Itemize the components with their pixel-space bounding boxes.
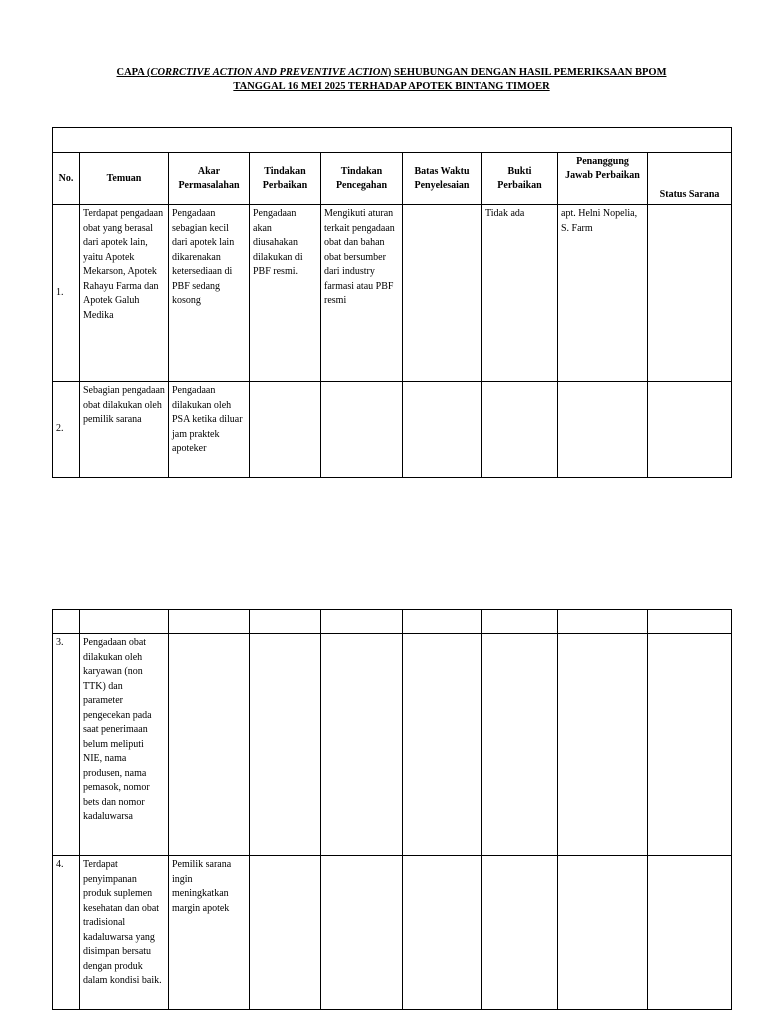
header-penanggung: Penanggung Jawab Perbaikan	[558, 153, 648, 205]
row-tindakan-pencegahan	[321, 856, 403, 1010]
row-status	[648, 205, 732, 382]
header-tindakan-perbaikan: Tindakan Perbaikan	[250, 153, 321, 205]
row-tindakan-perbaikan	[250, 382, 321, 478]
row-penanggung: apt. Helni Nopelia, S. Farm	[558, 205, 648, 382]
row-akar	[169, 634, 250, 856]
row-tindakan-perbaikan: Pengadaan akan diusahakan dilakukan di PBF resmi.	[250, 205, 321, 382]
title-line-2: TANGGAL 16 MEI 2025 TERHADAP APOTEK BINTANG TIMOER	[233, 81, 550, 92]
row-bukti	[482, 634, 558, 856]
row-no: 3.	[53, 634, 80, 856]
blank-cell	[321, 610, 403, 634]
header-tindakan-pencegahan: Tindakan Pencegahan	[321, 153, 403, 205]
header-row	[53, 153, 732, 205]
row-bukti	[482, 382, 558, 478]
table-row	[53, 856, 732, 1010]
blank-cell	[169, 610, 250, 634]
table-row	[53, 634, 732, 856]
row-batas-waktu	[403, 382, 482, 478]
row-tindakan-perbaikan	[250, 856, 321, 1010]
blank-cell	[80, 610, 169, 634]
row-penanggung	[558, 634, 648, 856]
table-row	[53, 205, 732, 382]
row-tindakan-pencegahan	[321, 382, 403, 478]
header-bukti: Bukti Perbaikan	[482, 153, 558, 205]
table-row	[53, 382, 732, 478]
row-batas-waktu	[403, 634, 482, 856]
title-line-1: CAPA (CORRCTIVE ACTION AND PREVENTIVE ACTION) SEHUBUNGAN DENGAN HASIL PEMERIKSAAN BPOM	[116, 67, 667, 78]
row-batas-waktu	[403, 205, 482, 382]
row-tindakan-pencegahan	[321, 634, 403, 856]
header-no: No.	[53, 153, 80, 205]
row-batas-waktu	[403, 856, 482, 1010]
blank-repeat-row	[53, 610, 732, 634]
blank-cell	[53, 610, 80, 634]
row-no: 2.	[53, 382, 80, 478]
row-no: 1.	[53, 205, 80, 382]
blank-cell	[648, 610, 732, 634]
capa-table-part-1	[52, 127, 732, 478]
row-status	[648, 382, 732, 478]
row-akar: Pemilik sarana ingin meningkatkan margin apotek	[169, 856, 250, 1010]
blank-top-cell	[53, 128, 732, 153]
row-bukti: Tidak ada	[482, 205, 558, 382]
header-temuan: Temuan	[80, 153, 169, 205]
row-akar: Pengadaan sebagian kecil dari apotek lain dikarenakan ketersediaan di PBF sedang kosong	[169, 205, 250, 382]
header-batas-waktu: Batas Waktu Penyelesaian	[403, 153, 482, 205]
header-akar: Akar Permasalahan	[169, 153, 250, 205]
row-status	[648, 634, 732, 856]
row-penanggung	[558, 856, 648, 1010]
row-temuan: Terdapat penyimpanan produk suplemen kesehatan dan obat tradisional kadaluwarsa yang disimpan bersatu dengan produk dalam kondisi baik.	[80, 856, 169, 1010]
blank-cell	[482, 610, 558, 634]
header-status: Status Sarana	[648, 153, 732, 205]
row-status	[648, 856, 732, 1010]
row-no: 4.	[53, 856, 80, 1010]
blank-cell	[558, 610, 648, 634]
row-temuan: Sebagian pengadaan obat dilakukan oleh pemilik sarana	[80, 382, 169, 478]
row-bukti	[482, 856, 558, 1010]
capa-table-part-2	[52, 609, 732, 1010]
blank-top-row	[53, 128, 732, 153]
row-akar: Pengadaan dilakukan oleh PSA ketika diluar jam praktek apoteker	[169, 382, 250, 478]
document-title	[52, 66, 731, 94]
blank-cell	[403, 610, 482, 634]
row-tindakan-pencegahan: Mengikuti aturan terkait pengadaan obat dan bahan obat bersumber dari industry farmasi atau PBF resmi	[321, 205, 403, 382]
row-temuan: Terdapat pengadaan obat yang berasal dari apotek lain, yaitu Apotek Mekarson, Apotek Rahayu Farma dan Apotek Galuh Medika	[80, 205, 169, 382]
row-penanggung	[558, 382, 648, 478]
row-temuan: Pengadaan obat dilakukan oleh karyawan (non TTK) dan parameter pengecekan pada saat penerimaan belum meliputi NIE, nama produsen, nama pemasok, nomor bets dan nomor kadaluwarsa	[80, 634, 169, 856]
blank-cell	[250, 610, 321, 634]
row-tindakan-perbaikan	[250, 634, 321, 856]
